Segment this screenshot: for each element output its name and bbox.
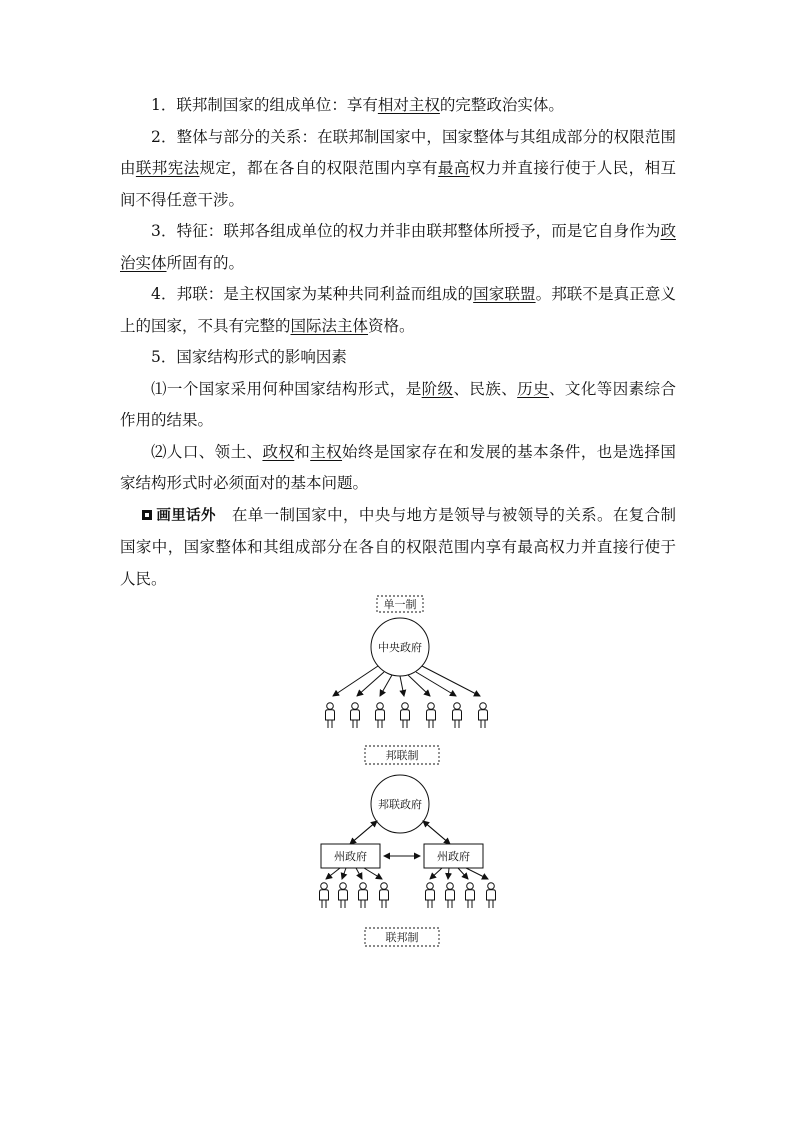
underlined-term: 阶级 <box>421 379 454 398</box>
text-run: 。邦联不是真正意义上的国家，不具有完整的 <box>120 285 676 335</box>
text-run: 资格。 <box>368 316 415 335</box>
unitary-arrows <box>333 666 480 696</box>
underlined-term: 最高 <box>437 159 470 177</box>
state-government-left-label: 州政府 <box>334 850 367 863</box>
text-run: 始终是国家存在和发展的基本条件，也是选择国家结构形式时必须面对的基本问题。 <box>120 442 676 492</box>
paragraph-3 <box>120 216 676 279</box>
confederation-label: 邦联制 <box>385 749 419 762</box>
person-icon <box>426 883 435 908</box>
text-run: 5．国家结构形式的影响因素 <box>151 348 347 366</box>
body-text <box>120 90 676 595</box>
confederation-label-box <box>365 746 439 764</box>
central-government-label: 中央政府 <box>378 641 422 654</box>
paragraph-1 <box>120 90 676 122</box>
text-run: 所固有的。 <box>166 253 245 272</box>
person-icon <box>351 703 360 728</box>
underlined-term: 联邦宪法 <box>135 159 200 177</box>
person-icon <box>376 703 385 728</box>
underlined-term: 政权 <box>262 442 295 461</box>
person-icon <box>339 883 348 908</box>
state-arrows <box>326 868 488 879</box>
paragraph-6 <box>120 374 676 437</box>
underlined-term: 主权 <box>310 442 343 461</box>
unitary-people <box>326 703 488 728</box>
person-icon <box>320 883 329 908</box>
person-icon <box>446 883 455 908</box>
text-run: 1．联邦制国家的组成单位：享有 <box>151 96 378 114</box>
text-run: 、文化等因素综合作用的结果。 <box>120 379 676 429</box>
text-run: ⑴一个国家采用何种国家结构形式，是 <box>151 379 422 398</box>
unitary-label-box <box>377 596 423 612</box>
paragraph-8 <box>120 500 676 596</box>
text-run: 的完整政治实体。 <box>439 96 564 114</box>
underlined-term: 国际法主体 <box>290 316 369 335</box>
federal-government-label: 邦联政府 <box>378 798 422 811</box>
text-run: 4．邦联：是主权国家为某种共同利益而组成的 <box>151 285 474 303</box>
text-run: 3．特征：联邦各组成单位的权力并非由联邦整体所授予，而是它自身作为 <box>151 222 661 240</box>
person-icon <box>479 703 488 728</box>
person-icon <box>427 703 436 728</box>
person-icon <box>453 703 462 728</box>
federation-people <box>320 883 496 908</box>
person-icon <box>487 883 496 908</box>
underlined-term: 历史 <box>517 379 550 398</box>
state-government-left <box>321 844 380 868</box>
person-icon <box>401 703 410 728</box>
underlined-term: 相对主权 <box>377 96 440 114</box>
paragraph-7 <box>120 437 676 500</box>
person-icon <box>359 883 368 908</box>
person-icon <box>326 703 335 728</box>
section-label: 画里话外 <box>156 507 216 524</box>
text-run: 规定，都在各自的权限范围内享有 <box>199 159 438 177</box>
federation-label-box <box>365 928 439 946</box>
paragraph-2 <box>120 122 676 217</box>
text-run: 在单一制国家中，中央与地方是领导与被领导的关系。在复合制国家中，国家整体和其组成部分在各自的权限范围内享有最高权力并直接行使于人民。 <box>120 505 676 588</box>
state-structure-diagram <box>300 590 500 950</box>
text-run: 和 <box>294 442 311 461</box>
state-government-right <box>424 844 483 868</box>
text-run: 2．整体与部分的关系：在联邦制国家中，国家整体与其组成部分的权限范围由 <box>120 127 676 177</box>
central-government-node <box>371 618 429 676</box>
section-marker-icon <box>142 510 152 520</box>
state-government-right-label: 州政府 <box>437 850 470 863</box>
unitary-label: 单一制 <box>383 598 417 611</box>
federal-government-node <box>371 775 429 833</box>
text-run: 、民族、 <box>453 379 518 398</box>
text-run: 权力并直接行使于人民，相互间不得任意干涉。 <box>120 159 676 209</box>
federation-label: 联邦制 <box>385 931 419 944</box>
person-icon <box>380 883 389 908</box>
underlined-term: 国家联盟 <box>473 285 536 303</box>
paragraph-5 <box>120 342 676 374</box>
paragraph-4 <box>120 279 676 342</box>
underlined-term: 政治实体 <box>120 222 676 272</box>
person-icon <box>466 883 475 908</box>
text-run: ⑵人口、领土、 <box>151 442 263 461</box>
